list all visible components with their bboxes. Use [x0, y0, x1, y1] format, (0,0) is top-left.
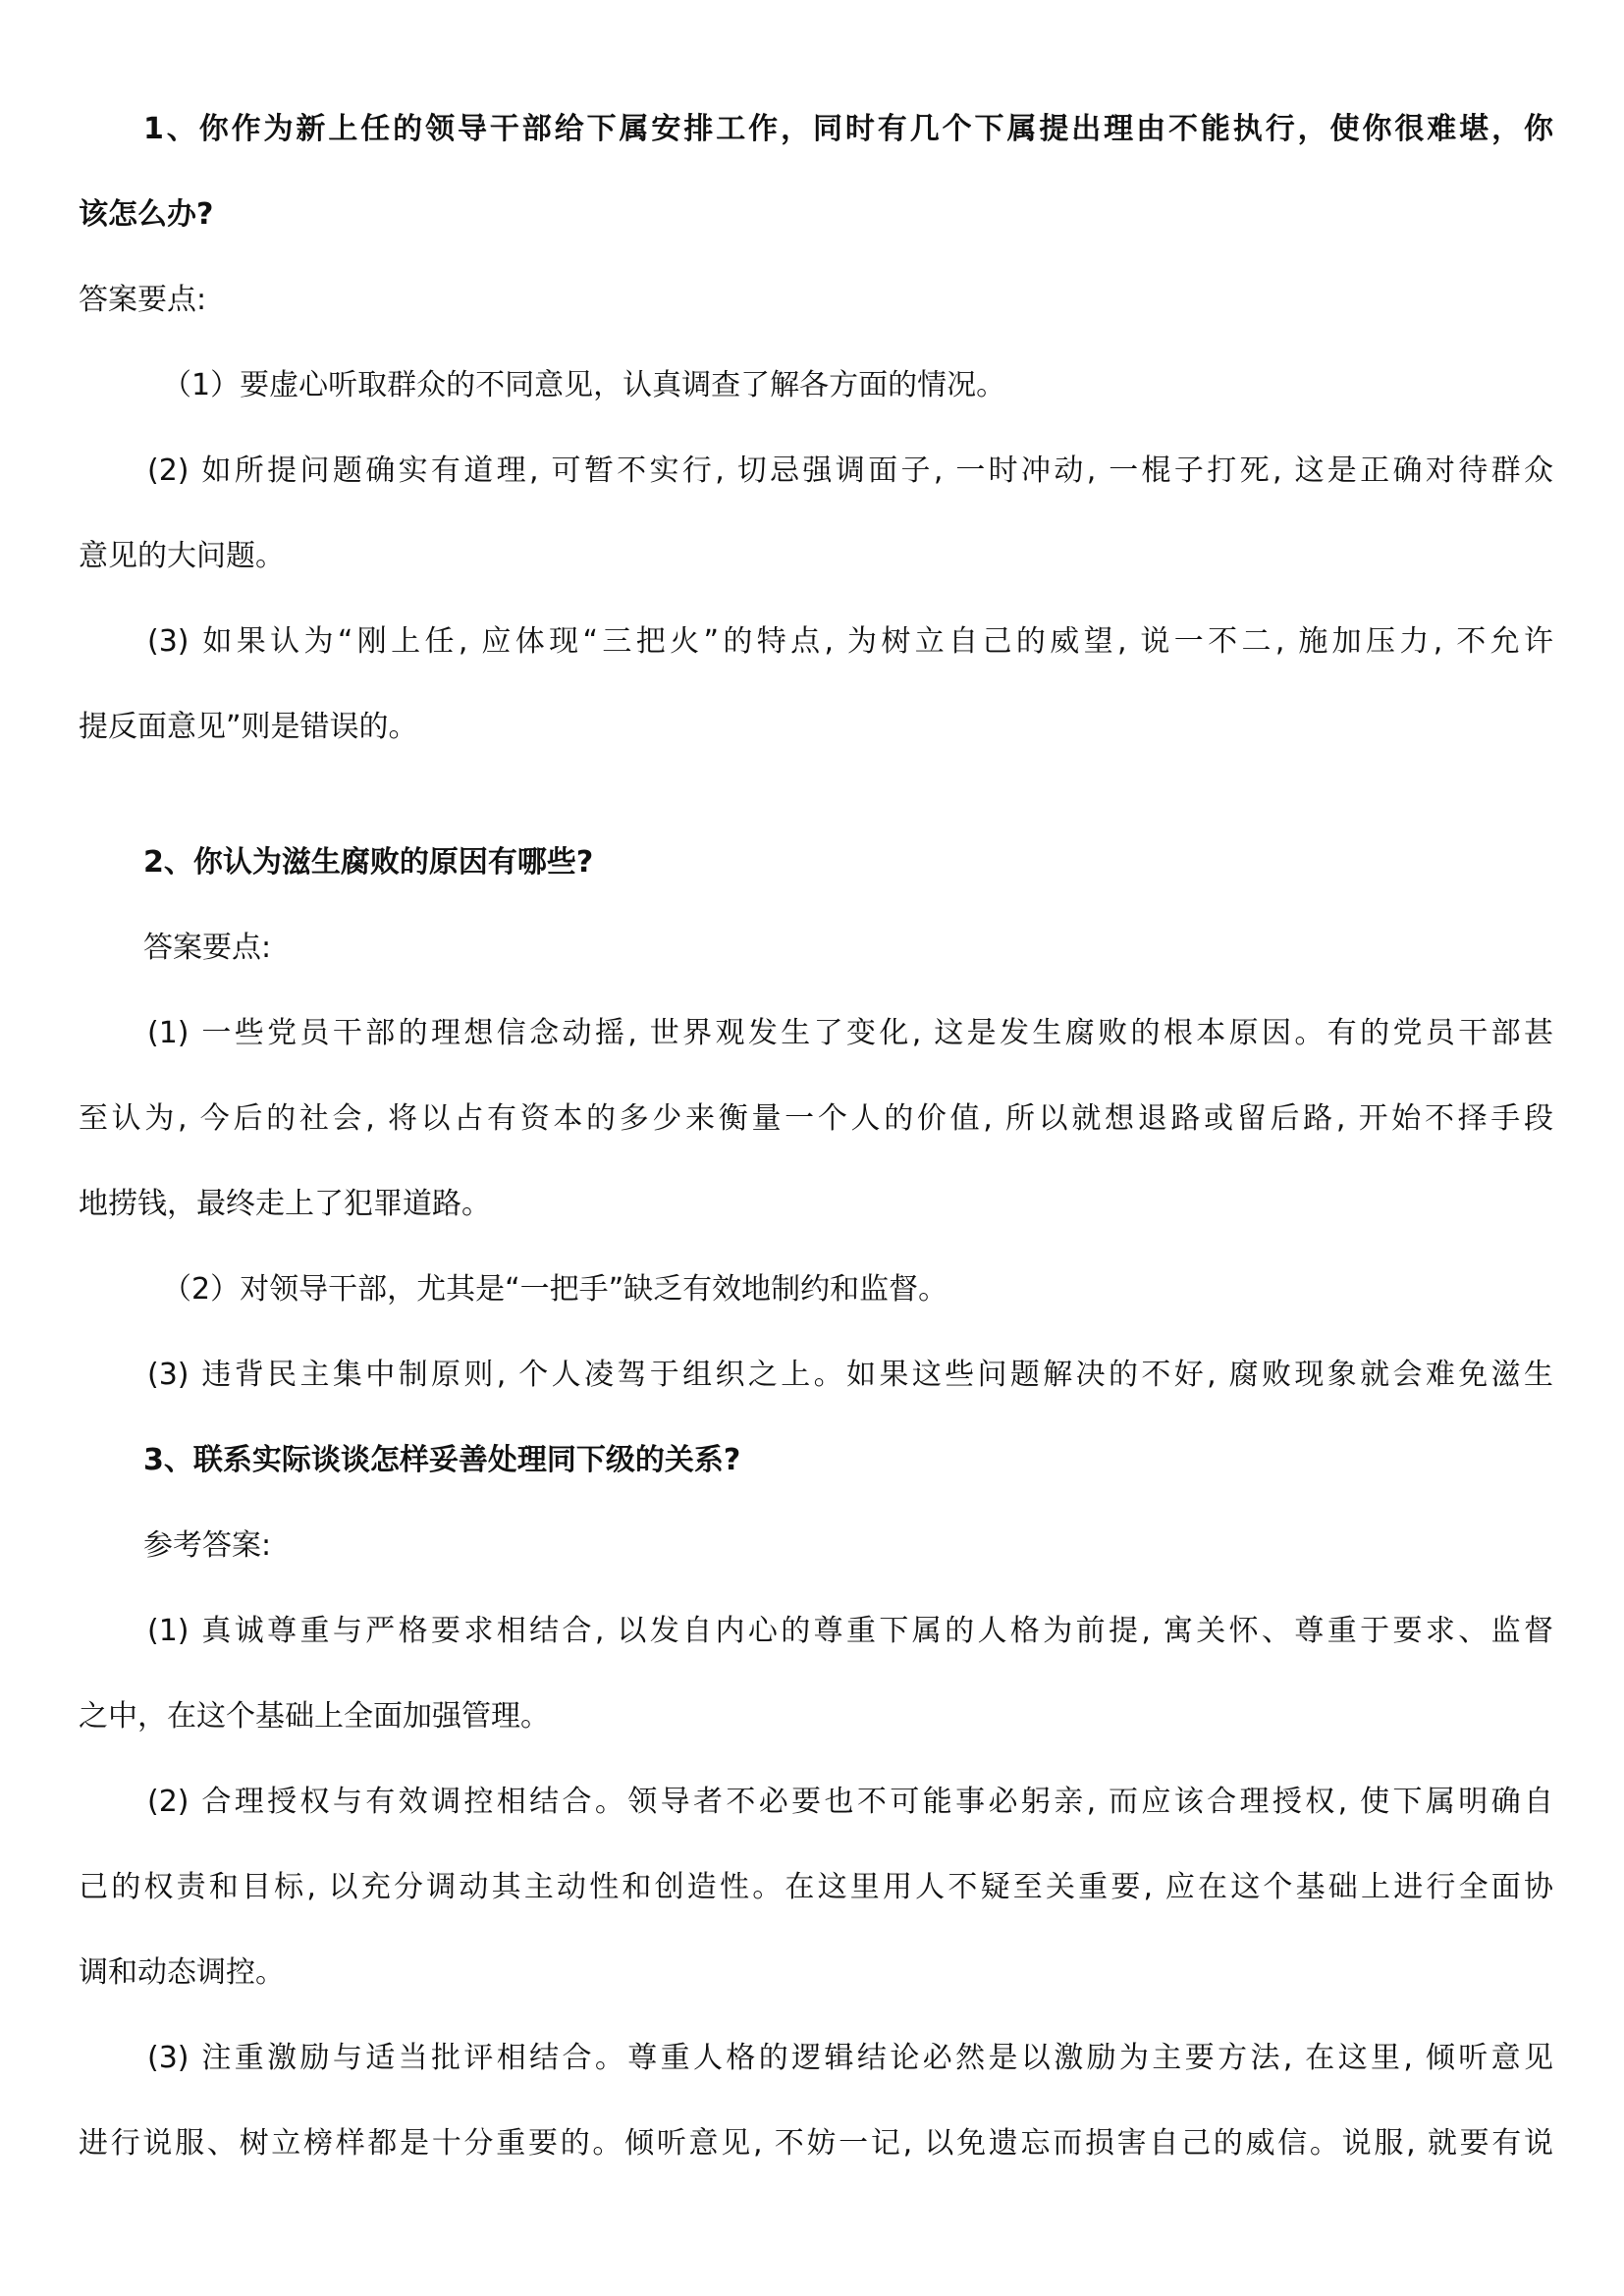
question-section-1 — [79, 86, 1553, 770]
text-line: (3) 注重激励与适当批评相结合。尊重人格的逻辑结论必然是以激励为主要方法, 在这里, 倾听意见 — [147, 2041, 1553, 2075]
text-line: 至认为, 今后的社会, 将以占有资本的多少来衡量一个人的价值, 所以就想退路或留后路, 开始不择手段 — [79, 1101, 1553, 1136]
text-line: 调和动态调控。 — [79, 1955, 285, 1990]
text-line: 答案要点: — [79, 283, 207, 317]
question-heading-line: 该怎么办? — [79, 197, 214, 232]
text-line: 地捞钱，最终走上了犯罪道路。 — [79, 1187, 491, 1221]
text-line: (1) 真诚尊重与严格要求相结合, 以发自内心的尊重下属的人格为前提, 寓关怀、尊重于要求、监督 — [147, 1614, 1553, 1648]
text-line: 己的权责和目标, 以充分调动其主动性和创造性。在这里用人不疑至关重要, 应在这个基础上进行全面协 — [79, 1870, 1553, 1904]
text-line: （2）对领导干部，尤其是“一把手”缺乏有效地制约和监督。 — [162, 1272, 948, 1307]
text-line: （1）要虚心听取群众的不同意见，认真调查了解各方面的情况。 — [162, 368, 1006, 402]
question-heading-line: 3、联系实际谈谈怎样妥善处理同下级的关系? — [143, 1443, 741, 1477]
text-line: 之中，在这个基础上全面加强管理。 — [79, 1699, 550, 1734]
question-section-2 — [79, 820, 1553, 1417]
question-heading-line: 2、你认为滋生腐败的原因有哪些? — [143, 845, 594, 880]
text-line: 答案要点: — [143, 931, 272, 965]
text-line: 提反面意见”则是错误的。 — [79, 710, 418, 744]
text-line: 意见的大问题。 — [79, 539, 285, 573]
text-line: 进行说服、树立榜样都是十分重要的。倾听意见, 不妨一记, 以免遗忘而损害自己的威信。说服, 就要有说 — [79, 2126, 1553, 2161]
text-line: (3) 违背民主集中制原则, 个人凌驾于组织之上。如果这些问题解决的不好, 腐败现象就会难免滋生 — [147, 1358, 1553, 1392]
text-line: (2) 如所提问题确实有道理, 可暂不实行, 切忌强调面子, 一时冲动, 一棍子打死, 这是正确对待群众 — [147, 454, 1553, 488]
question-section-3 — [79, 1417, 1553, 2186]
document-page — [79, 86, 1553, 2186]
text-line: (3) 如果认为“刚上任, 应体现“三把火”的特点, 为树立自己的威望, 说一不二, 施加压力, 不允许 — [147, 624, 1553, 659]
text-line: (1) 一些党员干部的理想信念动摇, 世界观发生了变化, 这是发生腐败的根本原因。有的党员干部甚 — [147, 1016, 1553, 1050]
text-line: 参考答案: — [143, 1528, 272, 1563]
text-line: (2) 合理授权与有效调控相结合。领导者不必要也不可能事必躬亲, 而应该合理授权, 使下属明确自 — [147, 1785, 1553, 1819]
question-heading-line: 1、你作为新上任的领导干部给下属安排工作，同时有几个下属提出理由不能执行，使你很难堪，你 — [143, 112, 1553, 146]
